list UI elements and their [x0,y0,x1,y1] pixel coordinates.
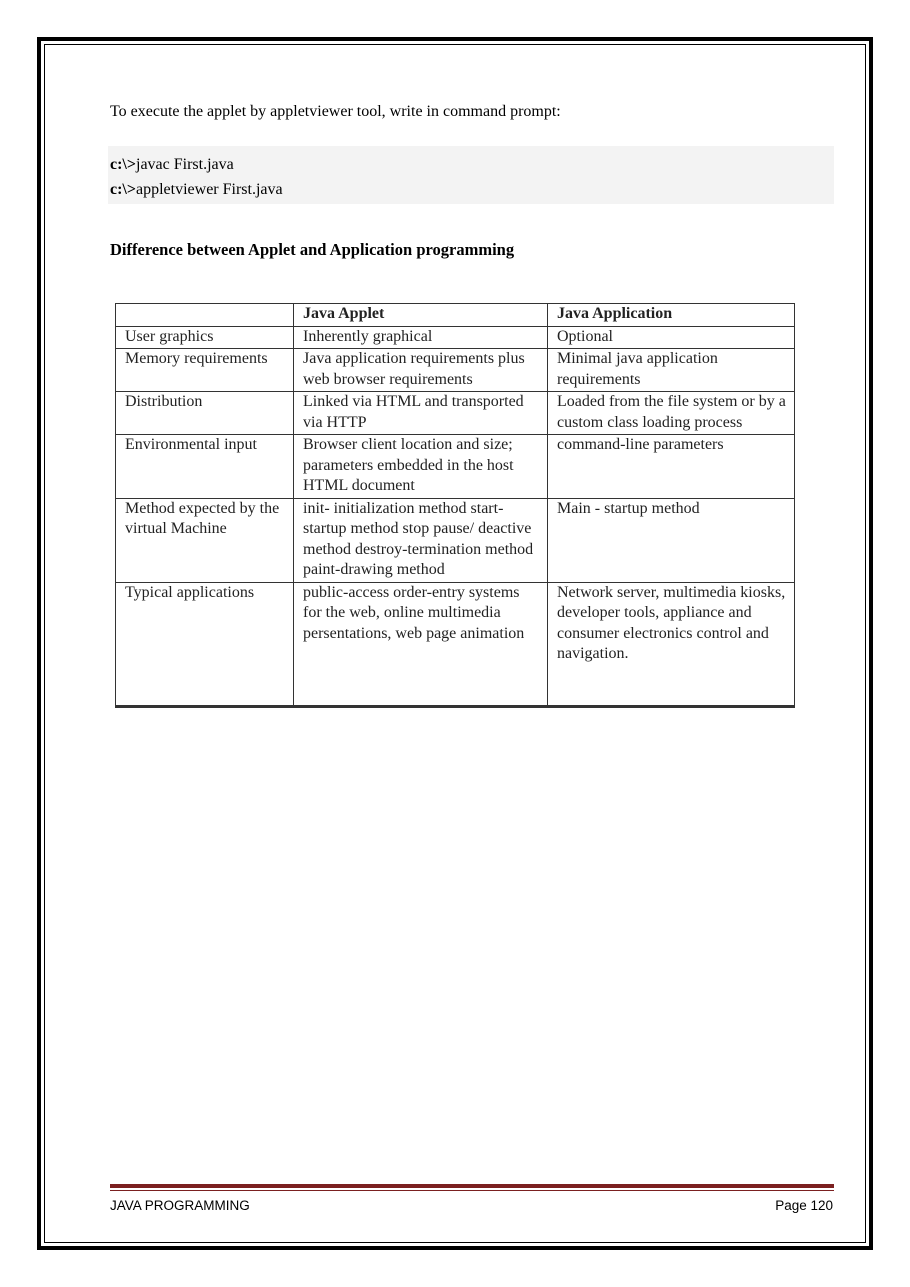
table-row [116,582,795,706]
table-header-row [116,304,795,327]
row-label: Environmental input [116,435,294,499]
footer-title: JAVA PROGRAMMING [110,1198,250,1213]
table-row [116,435,795,499]
page-number: Page 120 [775,1198,833,1213]
table-row [116,498,795,582]
intro-text: To execute the applet by appletviewer tool, write in command prompt: [110,103,561,120]
row-label: Distribution [116,392,294,435]
command-line [110,177,834,202]
application-cell: Main - startup method [548,498,795,582]
section-heading: Difference between Applet and Application programming [110,240,515,259]
command-block [108,146,834,204]
header-cell-empty [116,304,294,327]
application-cell: Minimal java application requirements [548,349,795,392]
table-row [116,349,795,392]
row-label: User graphics [116,326,294,349]
applet-cell: init- initialization method start-startup method stop pause/ deactive method destroy-termination method paint-drawing method [294,498,548,582]
row-label: Typical applications [116,582,294,706]
table-row [116,392,795,435]
table-row [116,326,795,349]
application-cell: command-line parameters [548,435,795,499]
applet-cell: Java application requirements plus web browser requirements [294,349,548,392]
comparison-table [115,303,795,708]
application-cell: Network server, multimedia kiosks, developer tools, appliance and consumer electronics control and navigation. [548,582,795,706]
footer-rule-thin [110,1190,834,1191]
applet-cell: Inherently graphical [294,326,548,349]
command-text: javac First.java [136,156,234,173]
header-java-application: Java Application [548,304,795,327]
applet-cell: Browser client location and size; parameters embedded in the host HTML document [294,435,548,499]
command-prompt: c:\> [110,181,136,198]
footer-rule [110,1184,834,1188]
row-label: Method expected by the virtual Machine [116,498,294,582]
application-cell: Optional [548,326,795,349]
row-label: Memory requirements [116,349,294,392]
command-prompt: c:\> [110,156,136,173]
command-line [110,152,834,177]
applet-cell: public-access order-entry systems for the web, online multimedia persentations, web page animation [294,582,548,706]
header-java-applet: Java Applet [294,304,548,327]
applet-cell: Linked via HTML and transported via HTTP [294,392,548,435]
command-text: appletviewer First.java [136,181,283,198]
application-cell: Loaded from the file system or by a custom class loading process [548,392,795,435]
